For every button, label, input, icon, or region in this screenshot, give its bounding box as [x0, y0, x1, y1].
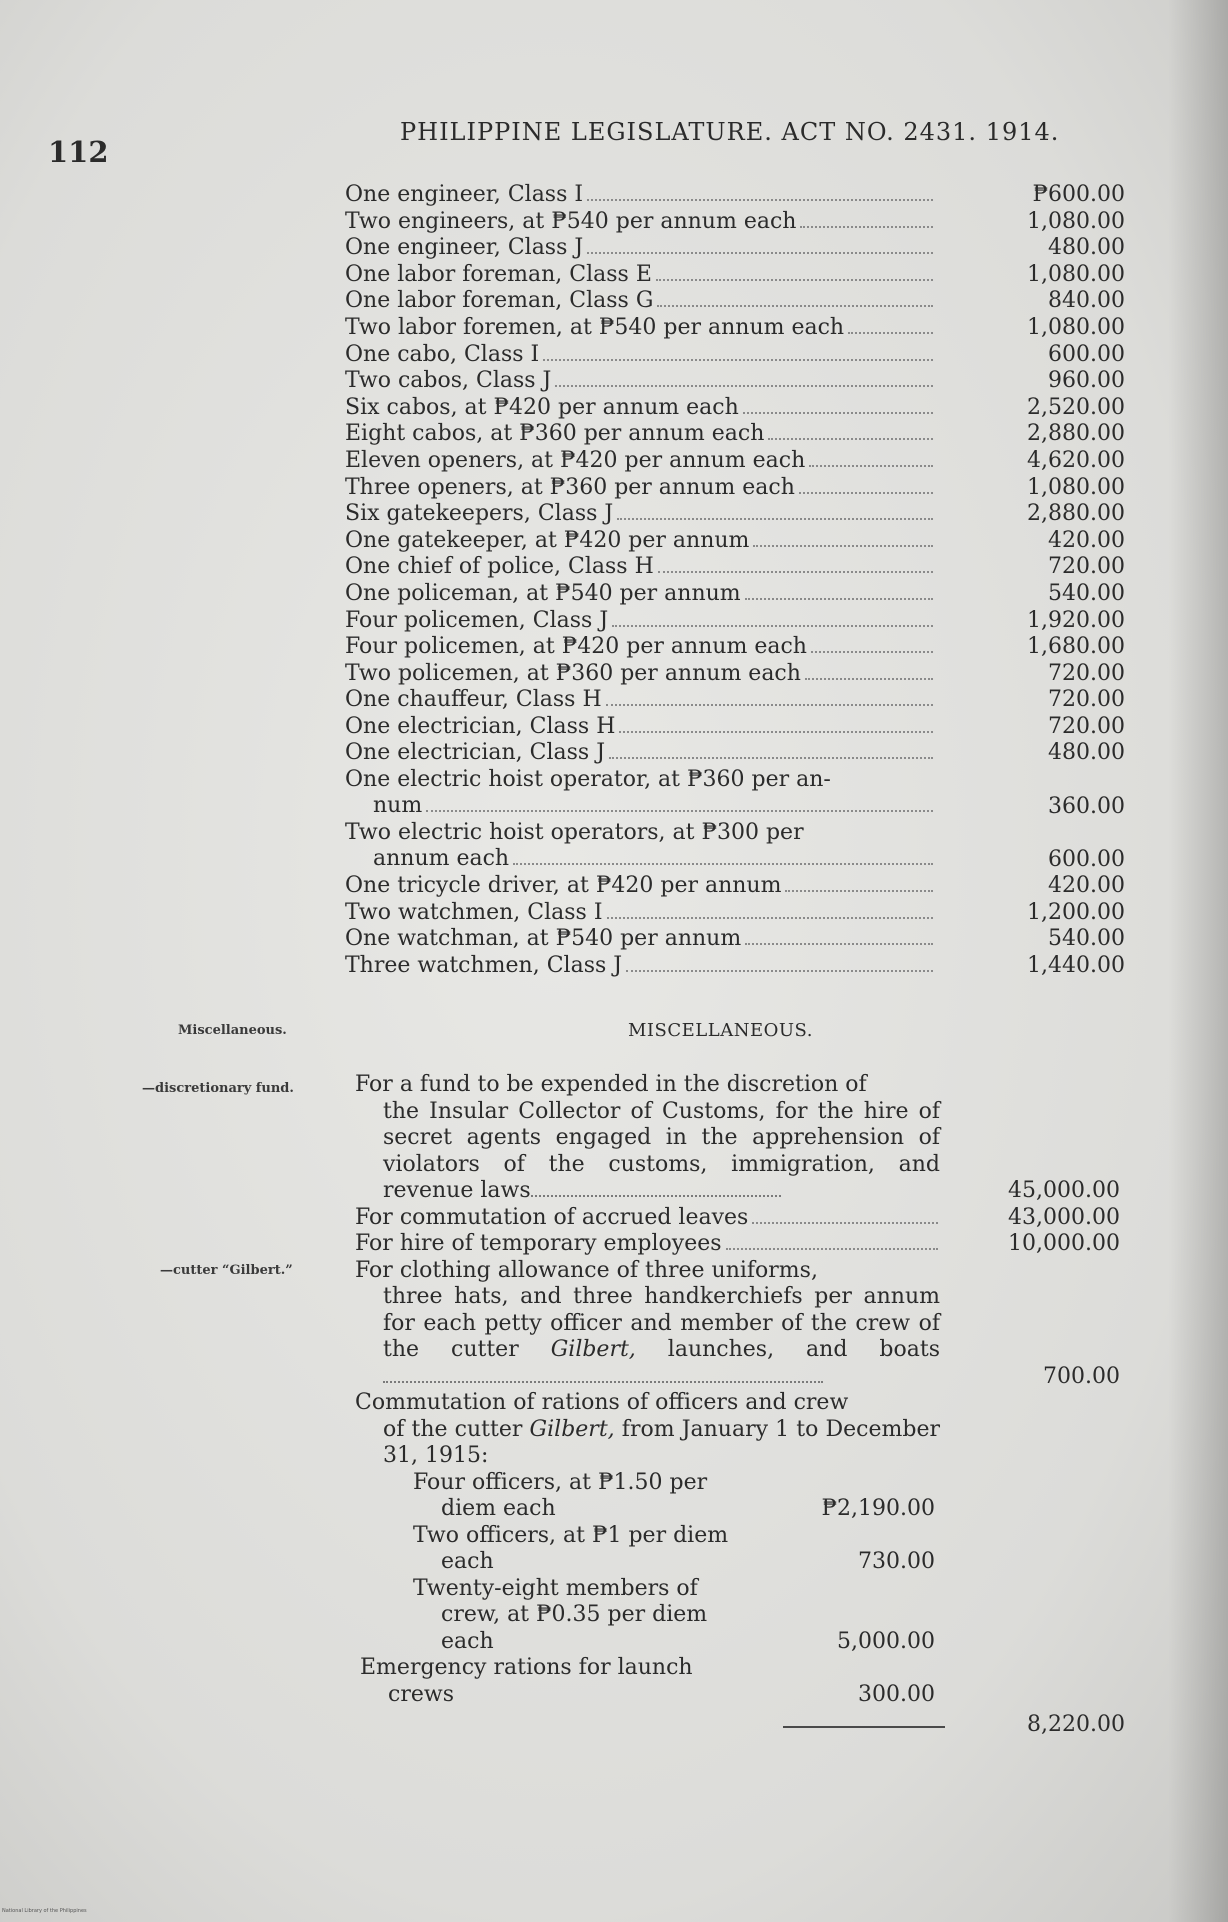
page-number: 112: [48, 135, 109, 169]
list-item: Six gatekeepers, Class J 2,880.00: [345, 501, 1125, 527]
list-item: Four policemen, at ₱420 per annum each 1,680.00: [345, 634, 1125, 660]
list-item: Two cabos, Class J 960.00: [345, 368, 1125, 394]
list-item: Two electric hoist operators, at ₱300 per annum each 600.00: [345, 820, 1125, 873]
margin-note-discretionary: —discretionary fund.: [142, 1081, 294, 1096]
footer-tag: National Library of the Philippines: [2, 1908, 87, 1914]
list-item: One labor foreman, Class E 1,080.00: [345, 261, 1125, 287]
list-item: One watchman, at ₱540 per annum 540.00: [345, 926, 1125, 952]
section-title: MISCELLANEOUS.: [628, 1020, 813, 1041]
subitem: Emergency rations for launch crews 300.00: [360, 1655, 935, 1707]
list-item: Two labor foremen, at ₱540 per annum each 1,080.00: [345, 314, 1125, 340]
list-item: One engineer, Class I ₱600.00: [345, 182, 1125, 207]
fund-item: For a fund to be expended in the discretion of the Insular Collector of Customs, for the hire of secret agents engaged in the apprehension of violators of the customs, immigration, and revenue laws 45,000.00: [355, 1072, 1120, 1203]
list-item: One chief of police, Class H 720.00: [345, 554, 1125, 580]
margin-note-miscellaneous: Miscellaneous.: [178, 1023, 287, 1038]
salary-list: [345, 182, 1125, 979]
rations-total: 8,220.00: [1027, 1712, 1125, 1737]
clothing-item: For clothing allowance of three uniforms, three hats, and three handkerchiefs per annum for each petty officer and member of the crew of the cutter Gilbert, launches, and boats 700.00: [355, 1257, 1120, 1389]
list-item: Six cabos, at ₱420 per annum each 2,520.00: [345, 394, 1125, 420]
list-item: Two policemen, at ₱360 per annum each 720.00: [345, 660, 1125, 686]
subitem: Twenty-eight members of crew, at ₱0.35 per diem each 5,000.00: [413, 1575, 935, 1654]
list-item: Two engineers, at ₱540 per annum each 1,080.00: [345, 208, 1125, 234]
subtotal-rule: [783, 1726, 945, 1728]
list-item: One gatekeeper, at ₱420 per annum 420.00: [345, 527, 1125, 553]
list-item: One chauffeur, Class H 720.00: [345, 687, 1125, 713]
list-item: Eleven openers, at ₱420 per annum each 4,620.00: [345, 447, 1125, 473]
rations-item: Commutation of rations of officers and crew of the cutter Gilbert, from January 1 to December 31, 1915:: [355, 1390, 940, 1468]
page-edge-shadow: [1168, 0, 1228, 1922]
list-item: One electrician, Class H 720.00: [345, 713, 1125, 739]
margin-note-cutter: —cutter “Gilbert.”: [160, 1263, 293, 1278]
list-item: Two watchmen, Class I 1,200.00: [345, 899, 1125, 925]
list-item: One electrician, Class J 480.00: [345, 740, 1125, 766]
list-item: Three watchmen, Class J 1,440.00: [345, 952, 1125, 978]
list-item: Eight cabos, at ₱360 per annum each 2,880.00: [345, 421, 1125, 447]
list-item: One policeman, at ₱540 per annum 540.00: [345, 580, 1125, 606]
miscellaneous-section: [355, 1072, 1120, 1708]
list-item: One tricycle driver, at ₱420 per annum 420.00: [345, 873, 1125, 899]
subitem: Four officers, at ₱1.50 per diem each ₱2,190.00: [413, 1469, 935, 1521]
list-item: One labor foreman, Class G 840.00: [345, 288, 1125, 314]
list-item: One cabo, Class I 600.00: [345, 341, 1125, 367]
list-item: One engineer, Class J 480.00: [345, 235, 1125, 261]
list-item: Three openers, at ₱360 per annum each 1,080.00: [345, 474, 1125, 500]
temporary-employees-item: For hire of temporary employees 10,000.00: [355, 1231, 1120, 1256]
list-item: Four policemen, Class J 1,920.00: [345, 607, 1125, 633]
running-head: PHILIPPINE LEGISLATURE. ACT NO. 2431. 1914.: [400, 118, 1060, 146]
subitem: Two officers, at ₱1 per diem each 730.00: [413, 1522, 935, 1574]
commutation-leaves-item: For commutation of accrued leaves 43,000.00: [355, 1204, 1120, 1230]
list-item: One electric hoist operator, at ₱360 per an- num 360.00: [345, 767, 1125, 820]
